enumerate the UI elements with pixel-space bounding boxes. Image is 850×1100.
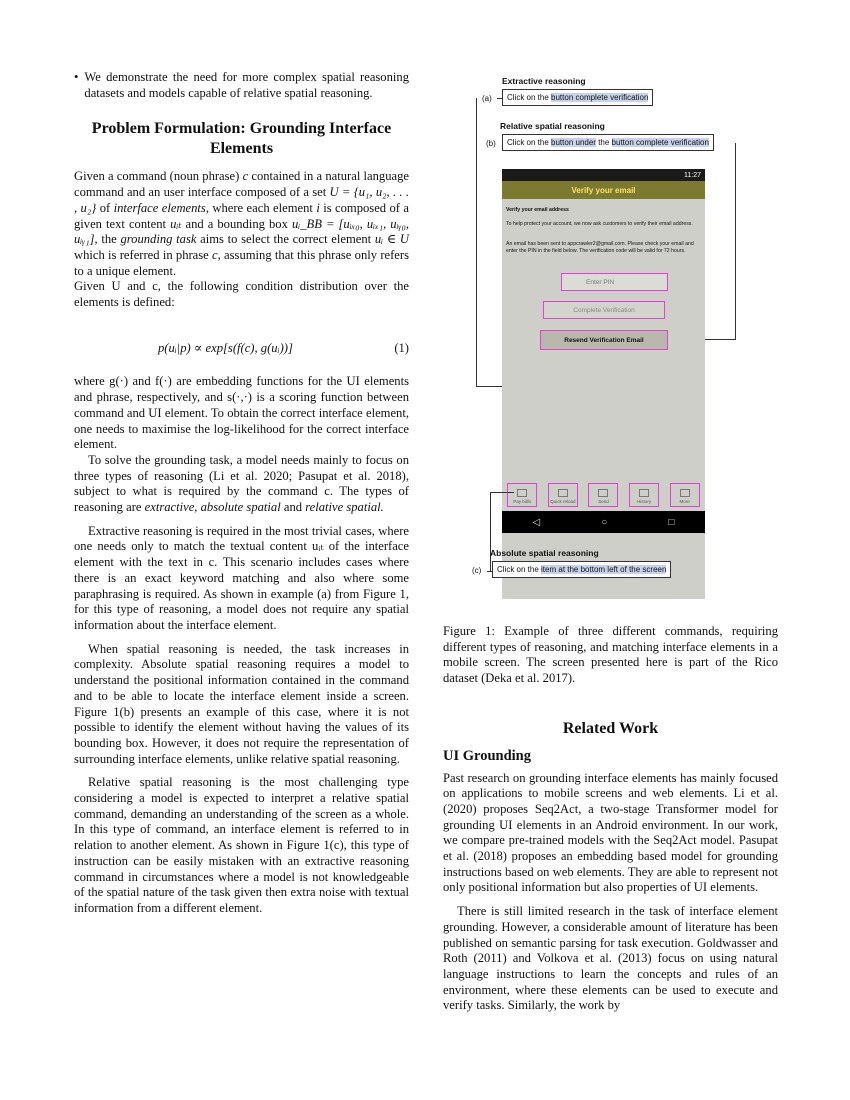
connector-b-v bbox=[735, 143, 736, 339]
contribution-bullet bbox=[74, 70, 409, 101]
paragraph-distribution: Given U and c, the following condition distribution over the elements is defined: bbox=[74, 279, 409, 310]
phone-screenshot bbox=[502, 169, 705, 599]
more-icon bbox=[680, 489, 690, 497]
paragraph-reasoning-types: To solve the grounding task, a model needs mainly to focus on three types of reasoning (Li et al. 2020; Pasupat et al. 2018), subject to what is required by the command c. The types of reasoning are extractive, absolute spatial and relative spatial. bbox=[74, 452, 409, 515]
tag-b: (b) bbox=[486, 139, 496, 148]
phone-text-1: To help protect your account, we now ask customers to verify their email address. bbox=[506, 221, 693, 227]
home-icon[interactable]: ○ bbox=[601, 516, 608, 528]
paragraph-absolute: When spatial reasoning is needed, the task increases in complexity. Absolute spatial reasoning requires a model to understand the positional information contained in the command and to be able to locate the interface element inside a screen. Figure 1(b) presents an example of this case, where it is not possible to identify the element without having the values of its bounding box. However, it does not require the representation of surrounding interface elements, unlike relative spatial reasoning. bbox=[74, 641, 409, 766]
app-bar-title: Verify your email bbox=[502, 181, 705, 199]
pay-icon bbox=[517, 489, 527, 497]
command-c: Click on the item at the bottom left of the screen bbox=[492, 561, 671, 578]
paragraph-limited-research: There is still limited research in the task of interface element grounding. However, a considerable amount of literature has been published on semantic parsing for task execution. Goldwasser and Roth (2011) and Volkova et al. (2013) focus on using natural language instructions to learn the concepts and rules of an environment, where these elements can be used to execute and verify tasks. Similarly, the work by bbox=[443, 904, 778, 1013]
phone-heading: Verify your email address bbox=[506, 207, 569, 213]
figure-caption: Figure 1: Example of three different commands, requiring different types of reasoning, and matching interface elements in a mobile screen. The screen presented here is part of the Rico dataset (Deka et al. 2017). bbox=[443, 624, 778, 686]
complete-verification-button[interactable]: Complete Verification bbox=[543, 301, 665, 319]
send-icon bbox=[598, 489, 608, 497]
right-column bbox=[443, 624, 778, 1014]
tab-more[interactable]: More bbox=[670, 483, 700, 507]
equation-number: (1) bbox=[394, 340, 409, 355]
bottom-tab-bar bbox=[502, 481, 705, 508]
pin-input[interactable]: Enter PIN bbox=[561, 273, 668, 291]
resend-verification-button[interactable]: Resend Verification Email bbox=[540, 330, 668, 350]
command-b: Click on the button under the button complete verification bbox=[502, 134, 714, 151]
back-icon[interactable]: ◁ bbox=[532, 516, 541, 528]
connector-a-h bbox=[497, 98, 502, 99]
paragraph-ui-grounding: Past research on grounding interface elements has mainly focused on applications to mobile screens and web elements. Li et al. (2020) proposes Seq2Act, a two-stage Transformer model for grounding UI elements in an Android environment. In our work, we compare pre-trained models with the Seq2Act model. Pasupat et al. (2018) proposes an embedding based model for grounding instructions based on web elements. They are able to represent not only positional information but also properties of UI elements. bbox=[443, 770, 778, 895]
connector-c-to-tab bbox=[490, 492, 514, 493]
paragraph-relative: Relative spatial reasoning is the most challenging type considering a model is expected to interpret a relative spatial command, demanding an understanding of the screen as a whole. In this type of command, an interface element is referred to in relation to another element. As shown in Figure 1(c), this type of instruction can be easily mistaken with an extractive reasoning command in circumstances where a model is not knowledgeable of the spatial nature of the task given then extra noise with textual information from a different element. bbox=[74, 775, 409, 915]
tag-c: (c) bbox=[472, 566, 482, 575]
paragraph-problem-definition: Given a command (noun phrase) c contained in a natural language command and an user interface composed of a set U = {u₁, u₂, . . . , u₂} of interface elements, where each element i is composed of a given text content uᵢₜ and a bounding box uᵢ_BB = [uᵢₓ₀, uᵢₓ₁, uᵢᵧ₀, uᵢᵧ₁], the grounding task aims to select the correct element uᵢ ∈ U which is referred in phrase c, assuming that this phrase only refers to a unique element. bbox=[74, 169, 409, 278]
section-title-related-work: Related Work bbox=[562, 719, 659, 737]
paragraph-extractive: Extractive reasoning is required in the most trivial cases, where one needs only to match the textual content uᵢₜ of the interface element with the text in c. This scenario includes cases where there is an exact keyword matching and also where some paraphrasing is required. As shown in example (a) from Figure 1, for this type of reasoning, a model does not require any spatial information about the interface element. bbox=[74, 523, 409, 632]
connector-a-v bbox=[476, 98, 477, 386]
equation-body: p(uᵢ|p) ∝ exp[s(f(c), g(uᵢ))] bbox=[158, 340, 293, 355]
command-a: Click on the button complete verification bbox=[502, 89, 653, 106]
left-column bbox=[74, 70, 409, 917]
paragraph-embedding: where g(·) and f(·) are embedding functions for the UI elements and phrase, respectively, and s(·,·) is a scoring function between command and UI element. To obtain the correct interface element, one needs to maximise the log-likelihood for the correct interface element. bbox=[74, 374, 409, 452]
tab-send[interactable]: Send bbox=[588, 483, 618, 507]
android-nav-bar bbox=[502, 511, 705, 533]
equation-1 bbox=[74, 341, 409, 357]
reload-icon bbox=[558, 489, 568, 497]
figure-1 bbox=[470, 72, 770, 617]
label-absolute: Absolute spatial reasoning bbox=[490, 548, 599, 558]
label-relative: Relative spatial reasoning bbox=[500, 121, 605, 131]
tab-pay-bills[interactable]: Pay bill/s bbox=[507, 483, 537, 507]
subsection-title-ui-grounding: UI Grounding bbox=[443, 747, 531, 764]
recents-icon[interactable]: □ bbox=[668, 516, 675, 528]
history-icon bbox=[639, 489, 649, 497]
tab-quick-reload[interactable]: Quick reload bbox=[548, 483, 578, 507]
label-extractive: Extractive reasoning bbox=[502, 76, 586, 86]
phone-text-2: An email has been sent to appcrawler2@gmail.com. Please check your email and enter the PIN in the field below. The verification code will be valid for 72 hours. bbox=[506, 241, 694, 254]
section-title-problem: Problem Formulation: Grounding Interface Elements bbox=[91, 120, 392, 158]
tab-history[interactable]: History bbox=[629, 483, 659, 507]
bullet-dot: • bbox=[74, 70, 79, 84]
tag-a: (a) bbox=[482, 94, 492, 103]
bullet-text: We demonstrate the need for more complex spatial reasoning datasets and models capable of relative spatial reasoning. bbox=[84, 70, 409, 100]
status-bar: 11:27 bbox=[502, 169, 705, 181]
connector-c-v bbox=[490, 492, 491, 572]
